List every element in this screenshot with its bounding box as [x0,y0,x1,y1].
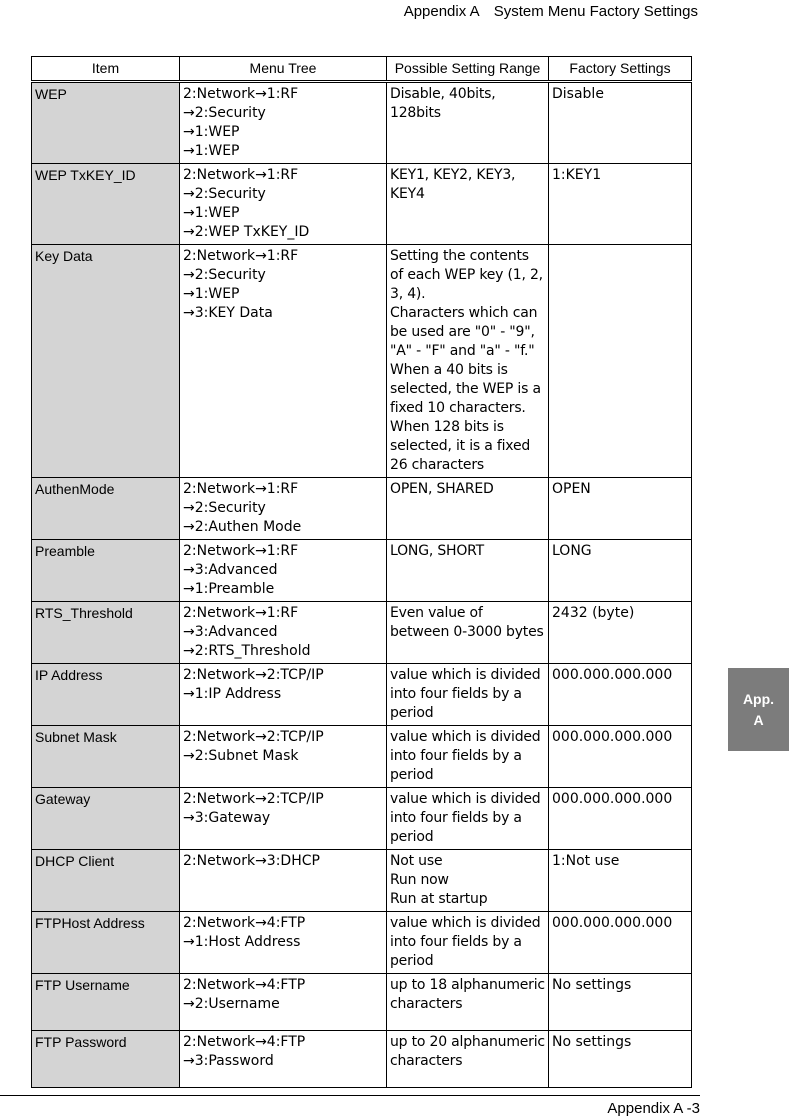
cell-menu-tree-line: 2:Network→4:FTP [183,915,306,931]
cell-setting-range-line: When a 40 bits is selected, the WEP is a fixed 10 characters. [390,362,541,416]
cell-item: FTP Username [32,974,180,1031]
cell-menu-tree-line: 2:Network→1:RF [183,605,299,621]
cell-item: RTS_Threshold [32,602,180,664]
cell-item: WEP TxKEY_ID [32,164,180,245]
cell-menu-tree-line: 2:Network→1:RF [183,86,299,102]
cell-menu-tree-line: →3:Gateway [183,810,271,826]
cell-factory-setting-line: No settings [552,1034,632,1050]
cell-menu-tree [180,974,387,1031]
cell-menu-tree [180,664,387,726]
cell-setting-range-line: value which is divided into four fields by a period [390,667,541,721]
cell-menu-tree [180,726,387,788]
cell-menu-tree-line: 2:Network→4:FTP [183,1034,306,1050]
cell-menu-tree-line: 2:Network→2:TCP/IP [183,667,324,683]
table-row [32,540,692,602]
cell-item: Gateway [32,788,180,850]
cell-menu-tree-line: →1:Host Address [183,934,301,950]
cell-setting-range-line: Setting the contents of each WEP key (1, 2, 3, 4). [390,248,543,302]
cell-factory-setting [549,82,692,164]
cell-setting-range [387,540,549,602]
cell-menu-tree-line: →2:Security [183,500,266,516]
cell-menu-tree [180,82,387,164]
cell-item: FTP Password [32,1031,180,1088]
cell-setting-range-line: value which is divided into four fields by a period [390,791,541,845]
table-row [32,478,692,540]
cell-setting-range-line: When 128 bits is selected, it is a fixed 26 characters [390,419,531,473]
cell-factory-setting [549,912,692,974]
cell-factory-setting-line: LONG [552,543,592,559]
cell-setting-range [387,602,549,664]
cell-menu-tree [180,478,387,540]
cell-menu-tree [180,912,387,974]
cell-menu-tree-line: 2:Network→1:RF [183,543,299,559]
cell-setting-range-line: up to 18 alphanumeric characters [390,977,545,1012]
cell-setting-range [387,850,549,912]
cell-menu-tree-line: →3:Password [183,1053,274,1069]
cell-factory-setting-line: Disable [552,86,604,102]
cell-item: FTPHost Address [32,912,180,974]
cell-menu-tree-line: →1:WEP [183,124,240,140]
cell-setting-range [387,245,549,478]
cell-menu-tree-line: →2:Security [183,267,266,283]
cell-menu-tree-line: →1:WEP [183,286,240,302]
cell-setting-range [387,788,549,850]
cell-menu-tree-line: 2:Network→2:TCP/IP [183,729,324,745]
cell-menu-tree-line: 2:Network→4:FTP [183,977,306,993]
cell-menu-tree-line: →2:RTS_Threshold [183,643,311,659]
cell-factory-setting-line: 000.000.000.000 [552,729,673,745]
table-row [32,912,692,974]
cell-menu-tree-line: →2:Subnet Mask [183,748,299,764]
cell-factory-setting-line: 000.000.000.000 [552,667,673,683]
cell-menu-tree-line: 2:Network→2:TCP/IP [183,791,324,807]
cell-menu-tree-line: →3:Advanced [183,562,278,578]
cell-setting-range-line: Disable, 40bits, 128bits [390,86,496,121]
cell-setting-range [387,478,549,540]
page-footer: Appendix A -3 [607,1100,700,1117]
column-header-menu-tree: Menu Tree [180,57,387,82]
cell-setting-range-line: OPEN, SHARED [390,481,494,497]
cell-setting-range-line: Not use [390,853,443,869]
cell-setting-range [387,912,549,974]
cell-menu-tree [180,788,387,850]
footer-divider [0,1095,700,1096]
cell-factory-setting-line: 000.000.000.000 [552,791,673,807]
cell-menu-tree [180,164,387,245]
running-header: Appendix A System Menu Factory Settings [403,3,698,20]
cell-setting-range [387,164,549,245]
cell-item: Subnet Mask [32,726,180,788]
cell-setting-range-line: Characters which can be used are "0" - "9", "A" - "F" and "a" - "f." [390,305,538,359]
cell-setting-range-line: Run now [390,872,449,888]
table-row [32,245,692,478]
cell-menu-tree-line: →2:Authen Mode [183,519,302,535]
cell-menu-tree [180,602,387,664]
appendix-tab-label: App. [742,690,775,707]
cell-menu-tree-line: →3:Advanced [183,624,278,640]
cell-setting-range [387,664,549,726]
table-row [32,1031,692,1088]
cell-factory-setting [549,664,692,726]
column-header-factory-settings: Factory Settings [549,57,692,82]
cell-item: Key Data [32,245,180,478]
table-row [32,726,692,788]
table-row [32,664,692,726]
column-header-item: Item [32,57,180,82]
cell-menu-tree-line: →2:Security [183,186,266,202]
column-header-setting-range: Possible Setting Range [387,57,549,82]
cell-setting-range-line: value which is divided into four fields by a period [390,915,541,969]
cell-factory-setting [549,478,692,540]
cell-setting-range [387,82,549,164]
cell-setting-range-line: up to 20 alphanumeric characters [390,1034,545,1069]
table-row [32,850,692,912]
cell-factory-setting-line: OPEN [552,481,591,497]
cell-menu-tree-line: 2:Network→3:DHCP [183,853,320,869]
table-row [32,164,692,245]
factory-settings-table [31,56,692,1088]
cell-setting-range [387,974,549,1031]
cell-menu-tree-line: →1:IP Address [183,686,282,702]
cell-factory-setting [549,602,692,664]
cell-factory-setting [549,540,692,602]
table-row [32,974,692,1031]
cell-factory-setting [549,164,692,245]
cell-menu-tree-line: 2:Network→1:RF [183,248,299,264]
table-body [32,82,692,1088]
cell-factory-setting-line: 2432 (byte) [552,605,635,621]
cell-menu-tree-line: →1:WEP [183,143,240,159]
cell-menu-tree [180,540,387,602]
cell-setting-range-line: Even value of between 0-3000 bytes [390,605,544,640]
cell-factory-setting-line: 000.000.000.000 [552,915,673,931]
cell-setting-range-line: value which is divided into four fields by a period [390,729,541,783]
table-row [32,788,692,850]
cell-menu-tree-line: →2:Username [183,996,280,1012]
table-header-row [32,57,692,82]
cell-setting-range-line: Run at startup [390,891,488,907]
table-row [32,82,692,164]
cell-menu-tree-line: →3:KEY Data [183,305,273,321]
cell-factory-setting [549,245,692,478]
cell-menu-tree [180,1031,387,1088]
cell-item: Preamble [32,540,180,602]
cell-factory-setting-line: 1:Not use [552,853,620,869]
cell-item: DHCP Client [32,850,180,912]
table-row [32,602,692,664]
cell-setting-range-line: KEY1, KEY2, KEY3, KEY4 [390,167,516,202]
cell-menu-tree-line: 2:Network→1:RF [183,167,299,183]
cell-setting-range-line: LONG, SHORT [390,543,485,559]
cell-setting-range [387,726,549,788]
cell-menu-tree-line: →1:Preamble [183,581,275,597]
cell-setting-range [387,1031,549,1088]
appendix-tab [728,668,789,751]
cell-menu-tree [180,850,387,912]
cell-item: AuthenMode [32,478,180,540]
cell-menu-tree [180,245,387,478]
cell-factory-setting [549,788,692,850]
cell-factory-setting [549,974,692,1031]
cell-menu-tree-line: →2:WEP TxKEY_ID [183,224,310,240]
cell-item: IP Address [32,664,180,726]
cell-factory-setting [549,1031,692,1088]
appendix-tab-letter: A [753,711,764,728]
cell-menu-tree-line: →2:Security [183,105,266,121]
cell-factory-setting [549,850,692,912]
cell-factory-setting [549,726,692,788]
cell-menu-tree-line: →1:WEP [183,205,240,221]
cell-menu-tree-line: 2:Network→1:RF [183,481,299,497]
cell-item: WEP [32,82,180,164]
cell-factory-setting-line: No settings [552,977,632,993]
cell-factory-setting-line: 1:KEY1 [552,167,602,183]
